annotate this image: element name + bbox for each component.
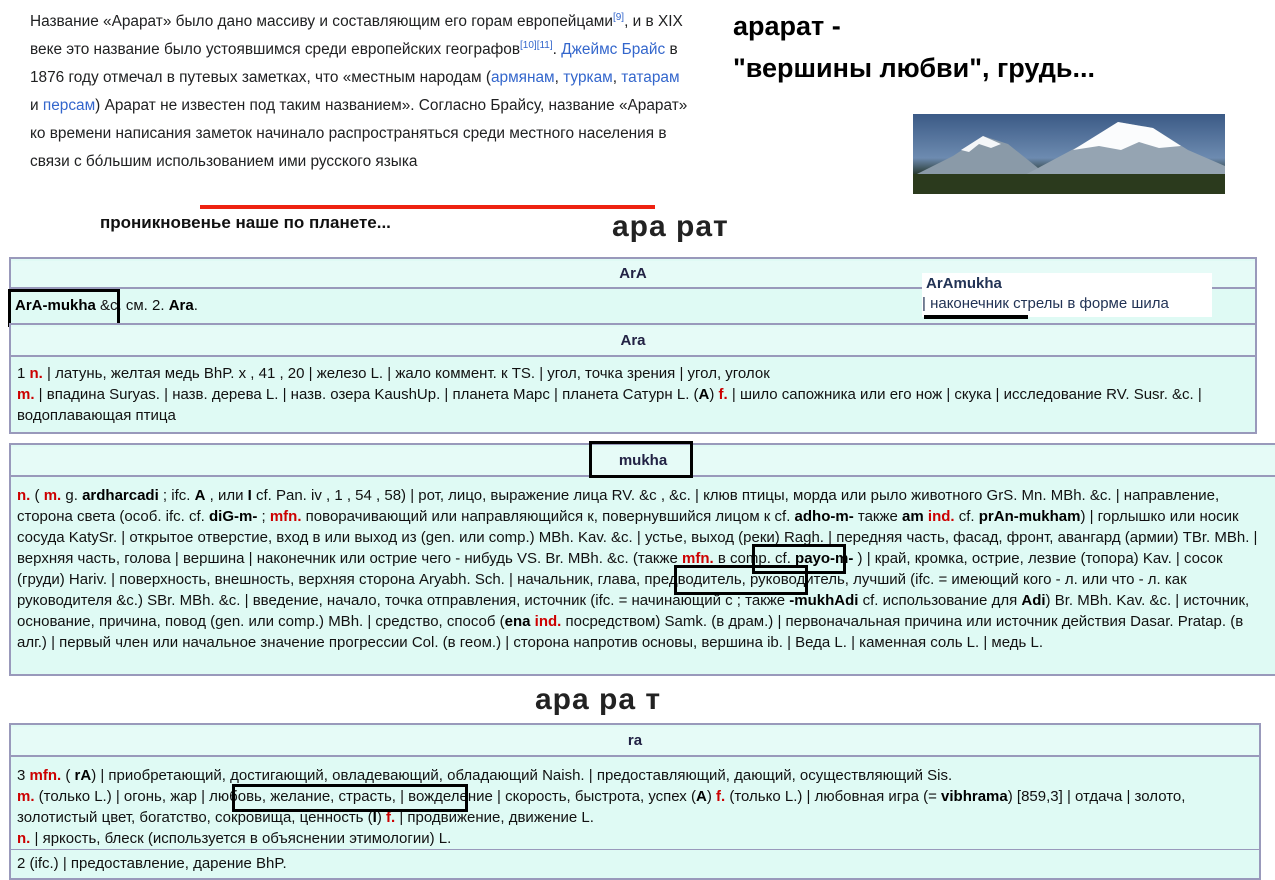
side-def: наконечник стрелы в форме шила (930, 295, 1169, 312)
mountain-photo (913, 114, 1225, 194)
dict-entry-ArA (9, 257, 1257, 325)
slogan-text: проникновенье наше по планете... (100, 213, 391, 232)
side-def-line: | наконечник стрелы в форме шила (922, 295, 1169, 312)
title-line-2: "вершины любви", грудь... (733, 53, 1096, 83)
wiki-paragraph: Название «Арарат» было дано массиву и составляющим его горам европейцами[9], и в XIX веке это название было устоявшимся среди европейских географов[10][11]. Джеймс Брайс в 1876 году отмечал в путевых заметках, что «местным народам (армянам, туркам, татарам и персам) Арарат не известен под таким названием». Согласно Брайсу, название «Арарат» ко времени написания заметок начинало распространяться среди местного населения в связи с бóльшим использованием ими русского языка (30, 11, 688, 170)
highlight-frame-sosok (674, 565, 808, 595)
entry-ref[interactable]: Ara (168, 297, 194, 314)
highlight-frame-lyubov (232, 784, 468, 812)
highlight-frame-ArA-mukha (8, 289, 120, 327)
ara-rat-caption: ара рат (612, 210, 729, 243)
side-word: ArAmukha (926, 275, 1002, 292)
entry-dot: . (193, 297, 198, 314)
dict-header-ArA: ArA (11, 261, 1255, 289)
black-underline (924, 315, 1028, 319)
side-note (922, 273, 1212, 317)
dict-entry-Ara (9, 323, 1257, 434)
ara-ra-t-caption: ара ра т (535, 683, 662, 716)
entry-rest: &c. см. 2. (95, 297, 169, 314)
dict-body-Ara: 1 n. | латунь, желтая медь BhP. x , 41 , 20 | железо L. | жало коммент. к TS. | угол, точка зрения | угол, уголок m. | впадина Suryas. | назв. дерева L. | назв. озера KaushUp. | планета Марс | планета Сатурн L. (A) f. | шило сапожника или его нож | скука | исследование RV. Susr. &c. | водоплавающая птица (17, 365, 1202, 424)
title-line-1: арарат - (733, 11, 841, 41)
dict-body-ra-line2: 2 (ifc.) | предоставление, дарение BhP. (17, 855, 287, 872)
red-underline (200, 205, 655, 209)
dict-body-mukha: n. ( m. g. ardharcadi ; ifc. A , или I cf. Pan. iv , 1 , 54 , 58) | рот, лицо, выражение лица RV. &c , &c. | клюв птицы, морда или рыло животного GrS. Mn. MBh. &c. | направление, сторона света (особ. ifc. cf. diG-m- ; mfn. поворачивающий или направляющийся к, повернувшийся лицом к cf. adho-m- также am ind. cf. prAn-mukham) | горлышко или носик сосуда KatySr. | открытое отверстие, вход в или выход из (gen. или comp.) MBh. Kav. &c. | устье, выход (реки) Ragh. | передняя часть, фасад, фронт, авангард (армии) TBr. MBh. | верхняя часть, голова | вершина | наконечник или острие чего - нибудь VS. Br. MBh. &c. (также mfn. в comp. cf. payo-m- ) | край, кромка, острие, лезвие (топора) Kav. | сосок (груди) Hariv. | поверхность, внешность, верхняя сторона Aryabh. Sch. | начальник, глава, предводитель, руководитель, лучший (ifc. = имеющий кого - л. или что - л. как руководителя &c.) SBr. MBh. &c. | введение, начало, точка отправления, источник (ifc. = начинающий с ; также -mukhAdi cf. использование для Adi) Br. MBh. Kav. &c. | источник, основание, причина, повод (gen. или comp.) MBh. | средство, способ (ena ind. посредством) Samk. (в драм.) | первоначальная причина или источник действия Dasar. Pratap. (в алг.) | первый член или начальное значение прогрессии Col. (в геом.) | сторона напротив основы, вершина ib. | Веда L. | каменная соль L. | медь L. (17, 487, 1258, 651)
dict-header-mukha: mukha (11, 447, 1275, 477)
dict-header-ra: ra (11, 727, 1259, 757)
dict-header-Ara: Ara (11, 327, 1255, 357)
dict-body-ra: 3 mfn. ( rA) | приобретающий, достигающий, овладевающий, обладающий Naish. | предоставляющий, дающий, осуществляющий Sis. m. (только L.) | огонь, жар | любовь, желание, страсть, | вожделение | скорость, быстрота, успех (A) f. (только L.) | любовная игра (= vibhrama) [859,3] | отдача | золото, золотистый цвет, богатство, сокровища, ценность (I) f. | продвижение, движение L. n. | яркость, блеск (используется в объяснении этимологии) L. (17, 767, 1186, 847)
dict-entry-ra (9, 723, 1261, 880)
mountain-illustration (913, 114, 1225, 194)
highlight-frame-mukha (589, 441, 693, 478)
entry-word[interactable]: ArA-mukha (15, 297, 96, 314)
